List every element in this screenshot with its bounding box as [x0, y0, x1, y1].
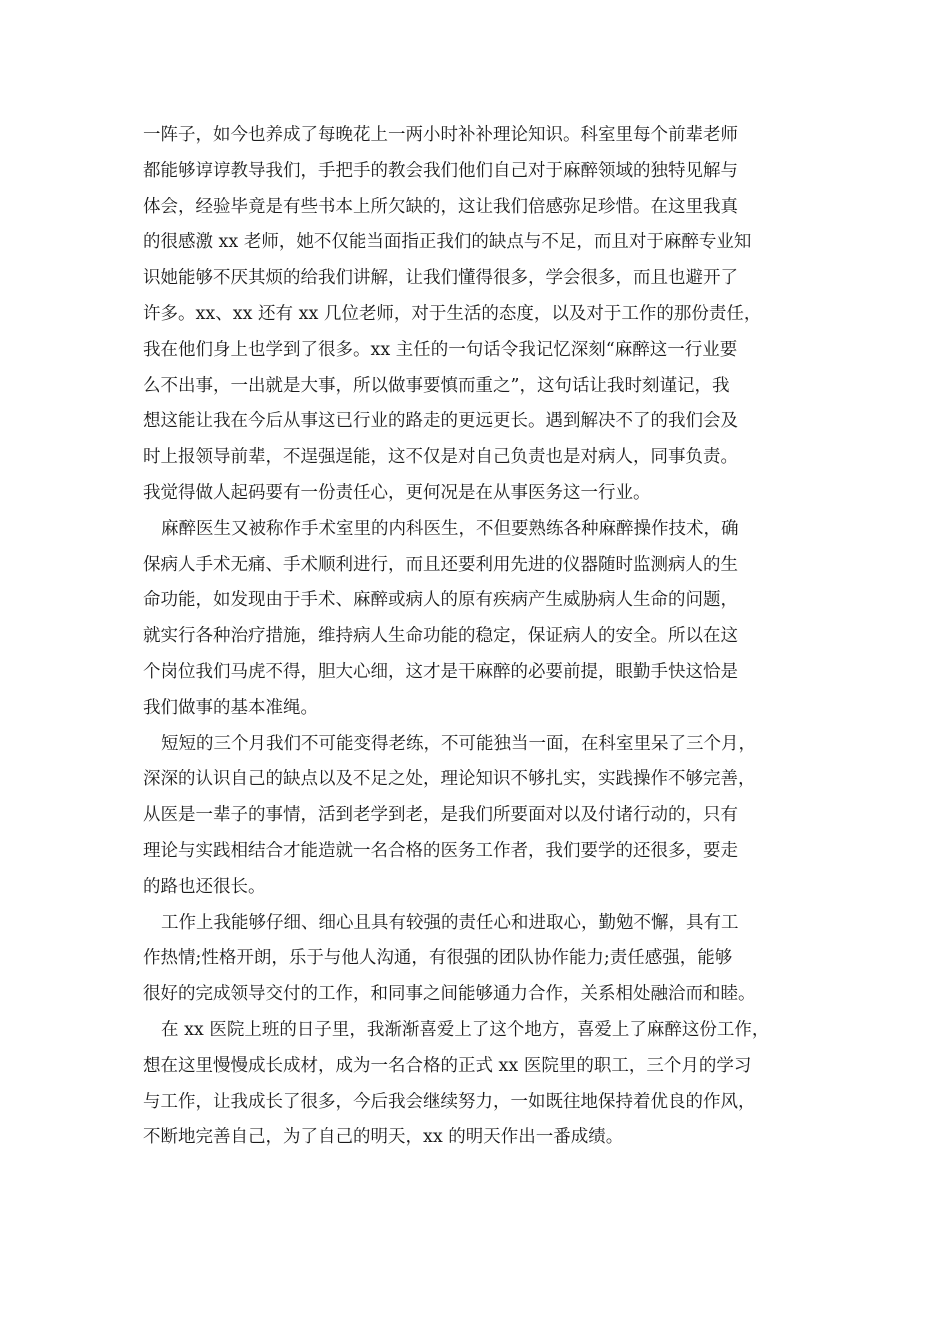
document-body — [143, 118, 813, 1156]
text-line: 我在他们身上也学到了很多。xx 主任的一句话令我记忆深刻“麻醉这一行业要 — [143, 339, 738, 360]
text-line: 体会，经验毕竟是有些书本上所欠缺的，这让我们倍感弥足珍惜。在这里我真 — [143, 196, 738, 217]
text-line: 在 xx 医院上班的日子里，我渐渐喜爱上了这个地方，喜爱上了麻醉这份工作， — [161, 1019, 770, 1040]
text-line: 很好的完成领导交付的工作，和同事之间能够通力合作，关系相处融洽而和睦。 — [143, 984, 756, 1005]
text-line: 时上报领导前辈，不逞强逞能，这不仅是对自己负责也是对病人，同事负责。 — [143, 447, 738, 468]
text-line: 的路也还很长。 — [143, 876, 266, 897]
text-line: 都能够谆谆教导我们，手把手的教会我们他们自己对于麻醉领域的独特见解与 — [143, 160, 738, 181]
text-line: 命功能，如发现由于手术、麻醉或病人的原有疾病产生威胁病人生命的问题， — [143, 590, 738, 611]
text-line: 许多。xx、xx 还有 xx 几位老师，对于生活的态度，以及对于工作的那份责任， — [143, 303, 762, 324]
text-line: 我觉得做人起码要有一份责任心，更何况是在从事医务这一行业。 — [143, 482, 651, 503]
text-line: 我们做事的基本准绳。 — [143, 697, 318, 718]
text-line: 么不出事，一出就是大事，所以做事要慎而重之”，这句话让我时刻谨记，我 — [143, 375, 730, 396]
text-line: 不断地完善自己，为了自己的明天，xx 的明天作出一番成绩。 — [143, 1127, 624, 1148]
text-line: 作热情;性格开朗，乐于与他人沟通，有很强的团队协作能力;责任感强，能够 — [143, 948, 733, 969]
text-line: 短短的三个月我们不可能变得老练，不可能独当一面，在科室里呆了三个月， — [161, 733, 756, 754]
text-line: 保病人手术无痛、手术顺利进行，而且还要利用先进的仪器随时监测病人的生 — [143, 554, 738, 575]
text-line: 麻醉医生又被称作手术室里的内科医生，不但要熟练各种麻醉操作技术，确 — [161, 518, 739, 539]
text-line: 与工作，让我成长了很多，今后我会继续努力，一如既往地保持着优良的作风， — [143, 1091, 756, 1112]
text-line: 一阵子，如今也养成了每晚花上一两小时补补理论知识。科室里每个前辈老师 — [143, 125, 738, 145]
text-line: 想在这里慢慢成长成材，成为一名合格的正式 xx 医院里的职工，三个月的学习 — [143, 1055, 752, 1076]
text-line: 个岗位我们马虎不得，胆大心细，这才是干麻醉的必要前提，眼勤手快这恰是 — [143, 661, 738, 682]
text-line: 就实行各种治疗措施，维持病人生命功能的稳定，保证病人的安全。所以在这 — [143, 626, 738, 647]
text-line: 深深的认识自己的缺点以及不足之处，理论知识不够扎实，实践操作不够完善， — [143, 769, 756, 790]
text-line: 从医是一辈子的事情，活到老学到老，是我们所要面对以及付诸行动的，只有 — [143, 805, 738, 826]
text-line: 识她能够不厌其烦的给我们讲解，让我们懂得很多，学会很多，而且也避开了 — [143, 268, 738, 289]
text-line: 工作上我能够仔细、细心且具有较强的责任心和进取心，勤勉不懈，具有工 — [161, 912, 739, 933]
text-line: 的很感激 xx 老师，她不仅能当面指正我们的缺点与不足，而且对于麻醉专业知 — [143, 232, 752, 253]
text-line: 理论与实践相结合才能造就一名合格的医务工作者，我们要学的还很多，要走 — [143, 840, 738, 861]
text-line: 想这能让我在今后从事这已行业的路走的更远更长。遇到解决不了的我们会及 — [143, 411, 738, 432]
